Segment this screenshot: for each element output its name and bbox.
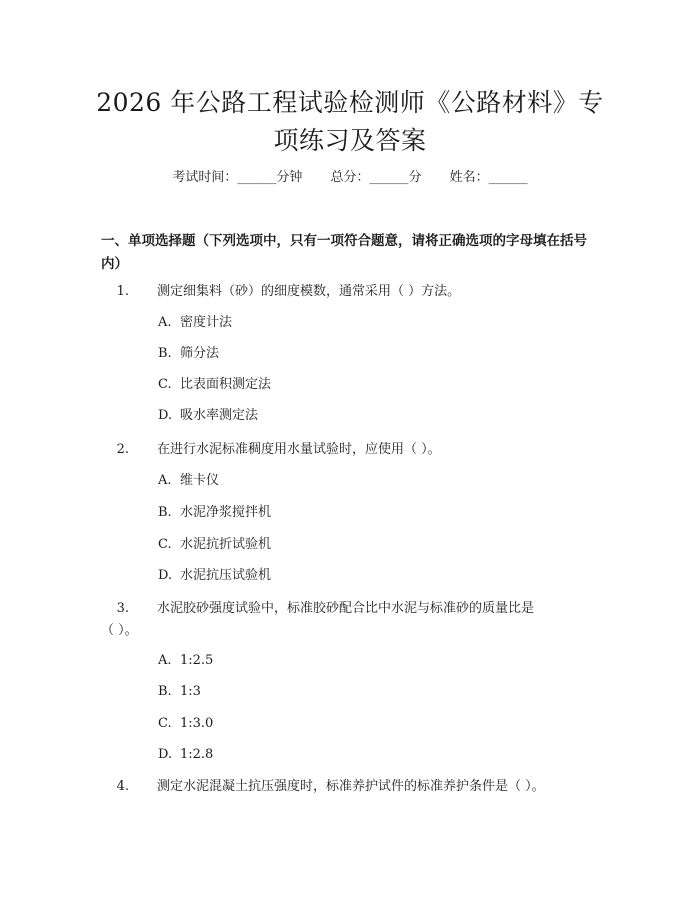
- option-2d: [158, 566, 598, 586]
- option-text: 筛分法: [180, 346, 220, 361]
- option-letter: D.: [158, 568, 173, 583]
- question-4: [101, 776, 601, 798]
- option-text: 1:2.8: [180, 747, 214, 762]
- option-text: 1:2.5: [180, 653, 214, 668]
- option-3c: [158, 714, 598, 734]
- option-text: 水泥抗压试验机: [180, 568, 272, 583]
- option-letter: D.: [158, 408, 173, 423]
- exam-time-field: 考试时间：______分钟: [172, 170, 303, 185]
- option-text: 1:3: [180, 684, 201, 699]
- option-letter: A.: [158, 653, 172, 668]
- question-text: 测定水泥混凝土抗压强度时，标准养护试件的标准养护条件是（ ）。: [157, 779, 545, 794]
- question-text: 水泥胶砂强度试验中，标准胶砂配合比中水泥与标准砂的质量比是: [157, 601, 535, 616]
- question-text: 测定细集料（砂）的细度模数，通常采用（ ）方法。: [157, 284, 461, 299]
- question-text-continued: （ ）。: [101, 623, 138, 638]
- option-1b: [158, 344, 598, 364]
- total-score-field: 总分：______分: [330, 170, 422, 185]
- option-letter: A.: [158, 315, 172, 330]
- option-3d: [158, 745, 598, 765]
- option-3a: [158, 651, 598, 671]
- option-text: 水泥净浆搅拌机: [180, 505, 272, 520]
- option-1d: [158, 406, 598, 426]
- option-1c: [158, 375, 598, 395]
- option-text: 比表面积测定法: [180, 377, 272, 392]
- option-2b: [158, 503, 598, 523]
- question-number: 2.: [116, 442, 129, 457]
- option-text: 维卡仪: [180, 473, 220, 488]
- option-text: 水泥抗折试验机: [180, 537, 272, 552]
- option-2a: [158, 471, 598, 491]
- question-1: [101, 281, 601, 303]
- section-title: 一、单项选择题（下列选项中，只有一项符合题意，请将正确选项的字母填在括号内）: [101, 233, 587, 272]
- option-letter: B.: [158, 505, 172, 520]
- question-3: [101, 598, 601, 642]
- option-letter: C.: [158, 716, 172, 731]
- option-letter: B.: [158, 346, 172, 361]
- option-3b: [158, 682, 598, 702]
- question-number: 3.: [116, 601, 129, 616]
- option-letter: C.: [158, 537, 172, 552]
- option-letter: C.: [158, 377, 172, 392]
- option-text: 1:3.0: [180, 716, 214, 731]
- option-letter: B.: [158, 684, 172, 699]
- question-2: [101, 439, 601, 461]
- title-line-2: 项练习及答案: [273, 126, 427, 155]
- option-2c: [158, 535, 598, 555]
- title-line-1: 2026 年公路工程试验检测师《公路材料》专: [96, 88, 604, 117]
- option-letter: D.: [158, 747, 173, 762]
- option-text: 密度计法: [180, 315, 233, 330]
- option-1a: [158, 313, 598, 333]
- option-letter: A.: [158, 473, 172, 488]
- question-number: 1.: [116, 284, 129, 299]
- option-text: 吸水率测定法: [180, 408, 259, 423]
- exam-meta: [0, 168, 700, 188]
- question-text: 在进行水泥标准稠度用水量试验时，应使用（ ）。: [157, 442, 441, 457]
- question-number: 4.: [116, 779, 129, 794]
- name-field: 姓名：______: [449, 170, 528, 185]
- document-title: [60, 84, 640, 160]
